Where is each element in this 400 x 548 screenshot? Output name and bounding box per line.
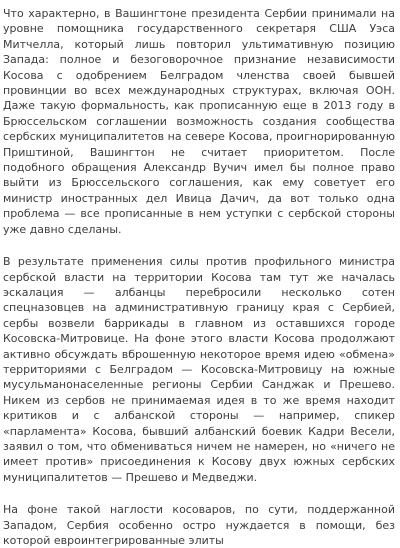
article-paragraph: В результате применения силы против профильного министра сербской власти на территории Косова там тут же началась эскалация — албанцы перебросили несколько сотен спецназовцев на административную границу края с Сербией, сербы возвели баррикады в главном из оставшихся городе Косовска-Митровице. На фоне этого власти Косова продолжают активно обсуждать вброшенную некоторое время идею «обмена» территориями с Белградом — Косовска-Митровицу на южные мусульманонаселенные регионы Сербии Санджак и Прешево. Никем из сербов не принимаемая идея в то же время находит критиков и с албанской стороны — например, спикер «парламента» Косова, бывший албанский боевик Кадри Весели, заявил о том, что обмениваться ничем не намерен, но «ничего не имеет против» присоединения к Косову двух южных сербских муниципалитетов — Прешево и Медведжи. xyxy=(3,255,395,484)
article-paragraph: Что характерно, в Вашингтоне президента Сербии принимали на уровне помощника государственного секретаря США Уэса Митчелла, который лишь повторил ультимативную позицию Запада: полное и безоговорочное признание независимости Косова с одобрением Белградом членства своей бывшей провинции во всех международных структурах, включая ООН. Даже такую формальность, как прописанную еще в 2013 году в Брюссельском соглашении возможность создания сообщества сербских муниципалитетов на севере Косова, проигнорированную Приштиной, Вашингтон не считает приоритетом. После подобного обращения Александр Вучич имел бы полное право выйти из Брюссельского соглашения, как ему советует его министр иностранных дел Ивица Дачич, да вот только одна проблема — все прописанные в нем уступки с сербской стороны уже давно сделаны. xyxy=(3,7,395,236)
article-paragraph: На фоне такой наглости косоваров, по сути, поддержанной Западом, Сербия особенно остро нуждается в помощи, без которой евроинтегрированные элиты xyxy=(3,503,395,547)
article-body xyxy=(3,6,395,548)
